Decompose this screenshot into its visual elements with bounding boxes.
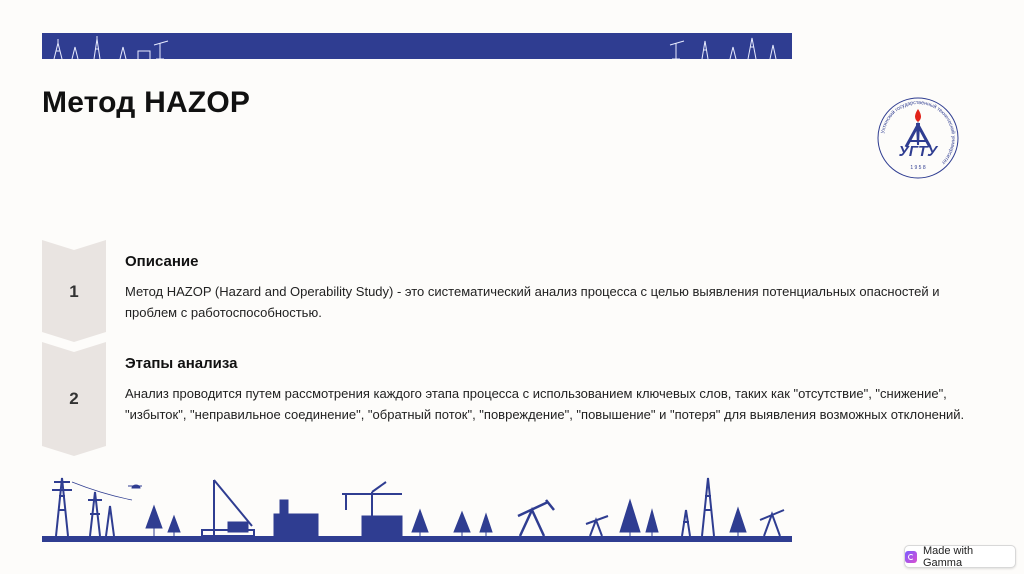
step-heading: Этапы анализа (125, 355, 238, 372)
step-marker-1 (42, 240, 106, 342)
step-number: 1 (69, 282, 79, 301)
step-description: Метод HAZOP (Hazard and Operability Study) - это систематический анализ процесса с целью выявления потенциальных опасностей и проблем с работоспособностью. (125, 284, 940, 320)
bottom-banner (42, 470, 792, 542)
oilfield-skyline-icon (42, 33, 792, 59)
badge-label: Made with Gamma (922, 544, 974, 569)
top-banner (42, 33, 792, 59)
svg-text:1 9 5 8: 1 9 5 8 (910, 165, 926, 171)
svg-text:Ухтинский государственный техн: Ухтинский государственный технический университет (880, 99, 957, 166)
step-number: 2 (69, 389, 79, 408)
page-title: Метод HAZOP (42, 86, 251, 119)
university-logo-icon (870, 95, 966, 181)
svg-text:УГТУ: УГТУ (898, 143, 938, 160)
industrial-landscape-icon (42, 470, 792, 542)
made-with-gamma-badge[interactable] (904, 545, 1016, 568)
step-heading: Описание (125, 253, 199, 270)
step-marker-2 (42, 342, 106, 456)
step-description: Анализ проводится путем рассмотрения каждого этапа процесса с использованием ключевых слов, таких как "отсутствие", "снижение", "избыток", "неправильное соединение", "обратный поток", "повреждение", "повышение" и "потеря" для выявления возможных отклонений. (125, 386, 965, 422)
gamma-logo-icon (905, 551, 917, 563)
